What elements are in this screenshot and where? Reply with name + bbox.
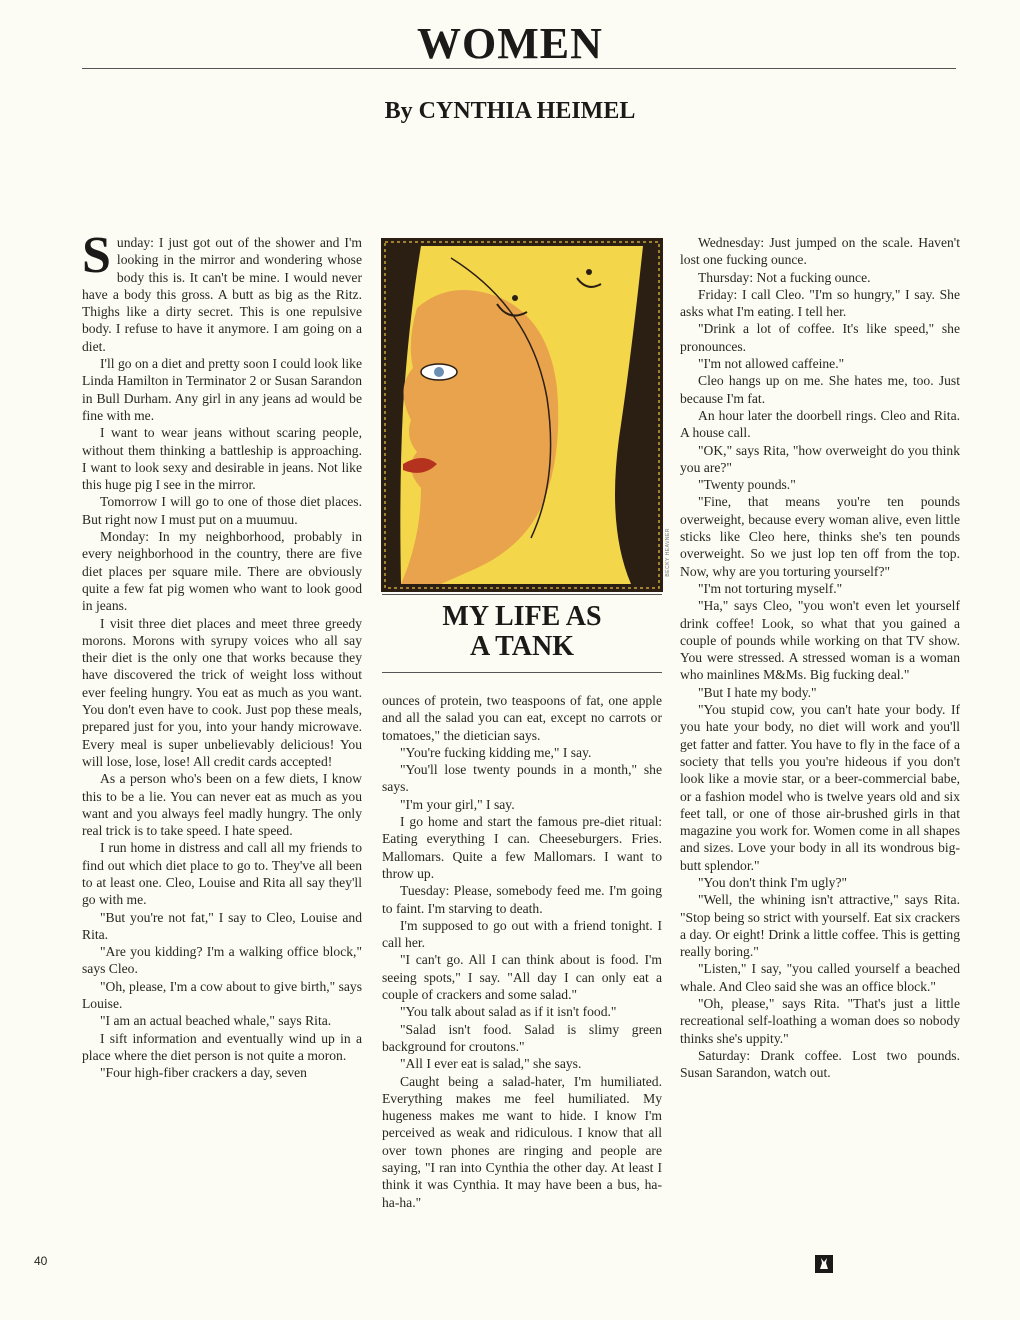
paragraph: "I'm your girl," I say. xyxy=(400,796,515,812)
paragraph: "Oh, please," says Rita. "That's just a little recreational self-loathing a woman does so nobody thinks she's uppity." xyxy=(680,996,960,1046)
paragraph: "You'll lose twenty pounds in a month," she says. xyxy=(382,762,662,795)
article-column-middle xyxy=(382,692,662,1211)
paragraph: "I can't go. All I can think about is food. I'm seeing spots," I say. "All day I can only eat a couple of crackers and some salad." xyxy=(382,952,662,1003)
paragraph: Saturday: Drank coffee. Lost two pounds. Susan Sarandon, watch out. xyxy=(680,1047,960,1081)
iris xyxy=(434,367,444,377)
page-number: 40 xyxy=(34,1254,48,1268)
paragraph: Wednesday: Just jumped on the scale. Haven't lost one fucking ounce. xyxy=(680,235,960,268)
body-dot xyxy=(586,269,592,275)
paragraph: "Are you kidding? I'm a walking office block," says Cleo. xyxy=(82,944,362,977)
paragraph: "You're fucking kidding me," I say. xyxy=(400,744,592,760)
paragraph: Caught being a salad-hater, I'm humiliated. Everything makes me feel humiliated. My hugeness makes me want to hide. I know I'm perceived as weak and ridiculous. I know that all over town phones are ringing and people are saying, "I ran into Cynthia the other day. At least I think it was Cynthia. It may have been a bus, ha-ha-ha." xyxy=(382,1073,662,1210)
headline-line: A TANK xyxy=(470,631,574,662)
illustration-credit: BECKY HEAVNER xyxy=(665,528,671,577)
paragraph: "Fine, that means you're ten pounds overweight, because every woman alive, even little sticks like Cleo here, thinks she's ten pounds overweight. So we just lop ten off from the top. Now, why are you torturing yourself?" xyxy=(680,494,960,579)
paragraph: "Twenty pounds." xyxy=(698,477,796,493)
paragraph: I'll go on a diet and pretty soon I could look like Linda Hamilton in Terminator 2 or Susan Sarandon in Bull Durham. Any girl in any jeans ad would be fine with me. xyxy=(82,356,362,423)
paragraph: "All I ever eat is salad," she says. xyxy=(400,1056,582,1072)
paragraph: Sunday: I just got out of the shower and I'm looking in the mirror and wondering whose body this is. It can't be mine. I would never have a body this gross. A butt as big as the Ritz. Thighs like a dirty secret. This is one repulsive body. I refuse to have it anymore. I am going on a diet. xyxy=(82,227,362,354)
paragraph: "You don't think I'm ugly?" xyxy=(698,874,848,890)
drop-cap: S xyxy=(82,227,111,284)
paragraph: As a person who's been on a few diets, I know this to be a lie. You can never eat as much as you want and you always feel madly hungry. The only real trick is to take speed. I hate speed. xyxy=(82,771,362,839)
paragraph: "Ha," says Cleo, "you won't even let yourself drink coffee! Look, so what that you gained a couple of pounds while working on that TV show. You were stressed. A stressed woman is a woman who mainlines M&Ms. Big fucking deal." xyxy=(680,598,960,683)
paragraph: "Well, the whining isn't attractive," says Rita. "Stop being so strict with yourself. Eat six crackers a day. Or eight! Drink a little coffee. This is getting really boring." xyxy=(680,892,960,960)
headline-rule-top xyxy=(382,594,662,595)
woman-profile-illustration xyxy=(381,238,663,592)
paragraph: "I'm not torturing myself." xyxy=(698,580,843,596)
paragraph: "Listen," I say, "you called yourself a beached whale. And Cleo said she was an office block." xyxy=(680,961,960,994)
paragraph: Tomorrow I will go to one of those diet places. But right now I must put on a muumuu. xyxy=(82,494,362,527)
paragraph: Monday: In my neighborhood, probably in every neighborhood in the country, there are five diet places per square mile. There are obviously quite a few fat pig women who want to look good in jeans. xyxy=(82,529,362,614)
paragraph: "But you're not fat," I say to Cleo, Louise and Rita. xyxy=(82,909,362,942)
paragraph: I sift information and eventually wind up in a place where the diet person is not quite a moron. xyxy=(82,1030,362,1063)
paragraph: An hour later the doorbell rings. Cleo and Rita. A house call. xyxy=(680,407,960,441)
paragraph: Tuesday: Please, somebody feed me. I'm going to faint. I'm starving to death. xyxy=(382,883,662,916)
article-column-right xyxy=(680,234,960,1082)
paragraph: I want to wear jeans without scaring people, without them thinking a battleship is approaching. I want to look sexy and desirable in jeans. Not like this huge pig I see in the mirror. xyxy=(82,425,362,493)
paragraph: Cleo hangs up on me. She hates me, too. Just because I'm fat. xyxy=(680,373,960,406)
headline-rule-bottom xyxy=(382,672,662,673)
title-rule xyxy=(82,68,956,69)
headline-line: MY LIFE AS xyxy=(442,601,602,632)
body-dot xyxy=(512,295,518,301)
paragraph: "OK," says Rita, "how overweight do you think you are?" xyxy=(680,442,960,475)
paragraph: I visit three diet places and meet three greedy morons. Morons with syrupy voices who all say their diet is the only one that works because they have discovered the trick of weight loss without ever feeling hungry. You eat as much as you want. You don't even have to cook. Just pop these meals, prepared just for you, into your handy microwave. Every meal is super unbelievably delicious! You will lose, lose, lose! All credit cards accepted! xyxy=(82,615,362,769)
paragraph: "But I hate my body." xyxy=(698,684,817,700)
bunny-logo-icon xyxy=(814,1254,834,1274)
paragraph: "Oh, please, I'm a cow about to give birth," says Louise. xyxy=(82,978,362,1012)
paragraph: "Drink a lot of coffee. It's like speed," she pronounces. xyxy=(680,321,960,354)
paragraph: I run home in distress and call all my friends to find out which diet place to go to. They've all been to at least one. Cleo, Louise and Rita all say they'll go with me. xyxy=(82,840,362,908)
byline: By CYNTHIA HEIMEL xyxy=(384,98,636,124)
paragraph: I'm supposed to go out with a friend tonight. I call her. xyxy=(382,917,662,951)
section-title: WOMEN xyxy=(417,19,603,68)
paragraph: Thursday: Not a fucking ounce. xyxy=(698,269,871,285)
article-headline xyxy=(382,602,662,662)
article-column-left xyxy=(82,227,362,1082)
paragraph: "Salad isn't food. Salad is slimy green background for croutons." xyxy=(382,1021,662,1054)
paragraph: "You talk about salad as if it isn't food." xyxy=(400,1004,617,1020)
paragraph: I go home and start the famous pre-diet ritual: Eating everything I can. Cheeseburgers. Fries. Mallomars. Quite a few Mallomars. I want to throw up. xyxy=(382,814,662,881)
paragraph: Friday: I call Cleo. "I'm so hungry," I say. She asks what I'm eating. I tell her. xyxy=(680,286,960,320)
paragraph: "I am an actual beached whale," says Rita. xyxy=(100,1013,332,1029)
paragraph: ounces of protein, two teaspoons of fat, one apple and all the salad you can eat, except no carrots or tomatoes," the dietician says. xyxy=(382,693,662,743)
paragraph: "I'm not allowed caffeine." xyxy=(698,356,845,372)
paragraph: "Four high-fiber crackers a day, seven xyxy=(100,1065,307,1081)
paragraph: "You stupid cow, you can't hate your body. If you hate your body, no diet will work and you'll get fatter and fatter. You have to fly in the face of a society that tells you you're hideous if you don't look like a movie star, or a beer-commercial babe, or a fashion model who is twelve years old and six feet tall, or one of those air-brushed girls in that magazine you work for. Women come in all shapes and sizes. Love your body in all its wondrous big-butt splendor." xyxy=(680,702,960,873)
